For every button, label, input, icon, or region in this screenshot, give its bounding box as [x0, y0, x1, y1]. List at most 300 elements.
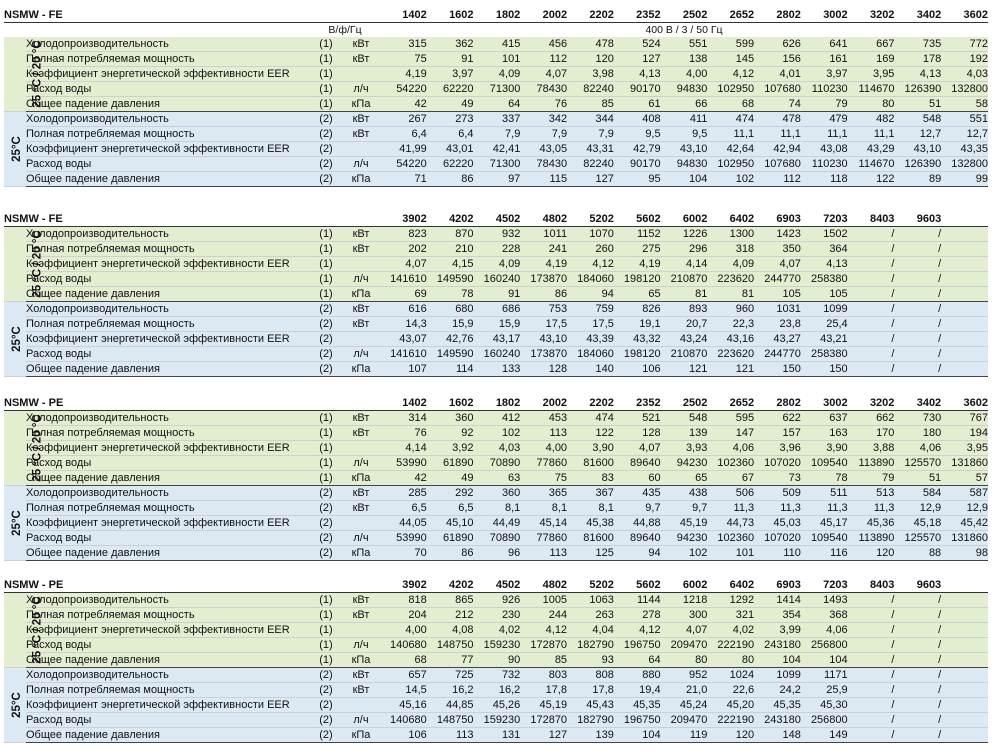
data-cell: 45,26: [474, 698, 521, 713]
condition-cooling-2: 25°C: [10, 510, 23, 536]
row-unit: кВт: [342, 112, 380, 127]
data-cell: /: [894, 713, 941, 728]
data-cell: 4,19: [520, 257, 567, 272]
row-unit: кВт: [342, 317, 380, 332]
data-cell: 453: [520, 411, 567, 426]
data-cell: /: [848, 593, 895, 608]
data-cell: 78430: [520, 157, 567, 172]
data-cell: 43,05: [520, 142, 567, 157]
data-cell: 667: [848, 37, 895, 52]
data-cell: 194: [941, 426, 988, 441]
data-cell: 228: [474, 242, 521, 257]
data-cell: 1414: [754, 593, 801, 608]
data-cell: 44,05: [380, 516, 427, 531]
data-cell: 92: [427, 426, 474, 441]
table-row: [4, 112, 988, 127]
data-cell: 42,64: [707, 142, 754, 157]
data-cell: 125: [567, 546, 614, 561]
row-mode: (2): [310, 127, 342, 142]
data-cell: [941, 608, 988, 623]
data-cell: /: [848, 638, 895, 653]
model-number: 9603: [894, 578, 941, 593]
row-unit: л/ч: [342, 531, 380, 546]
data-cell: 506: [707, 486, 754, 501]
table-row: [4, 97, 988, 112]
model-number: 2352: [614, 8, 661, 23]
data-cell: 11,3: [754, 501, 801, 516]
data-cell: /: [894, 317, 941, 332]
data-cell: 42,94: [754, 142, 801, 157]
data-cell: 169: [848, 52, 895, 67]
data-cell: 772: [941, 37, 988, 52]
data-cell: 415: [474, 37, 521, 52]
table-row: [4, 683, 988, 698]
data-cell: 6,5: [427, 501, 474, 516]
row-label: Коэффициент энергетической эффективности EER: [26, 67, 310, 82]
data-cell: 159230: [474, 713, 521, 728]
model-number: 2202: [567, 8, 614, 23]
data-cell: 4,09: [474, 67, 521, 82]
data-cell: 23,8: [754, 317, 801, 332]
table-row: [4, 623, 988, 638]
data-cell: 61890: [427, 456, 474, 471]
data-cell: 273: [427, 112, 474, 127]
data-cell: 45,03: [754, 516, 801, 531]
data-cell: 79: [848, 471, 895, 486]
data-cell: 45,18: [894, 516, 941, 531]
row-unit: кВт: [342, 242, 380, 257]
data-cell: 126390: [894, 82, 941, 97]
row-label: Холодопроизводительность: [26, 593, 310, 608]
data-cell: 243180: [754, 713, 801, 728]
data-cell: 45,24: [661, 698, 708, 713]
row-unit: кВт: [342, 426, 380, 441]
data-cell: 44,73: [707, 516, 754, 531]
data-cell: 80: [707, 653, 754, 668]
table-row: [4, 67, 988, 82]
data-cell: 90: [474, 653, 521, 668]
data-cell: 66: [661, 97, 708, 112]
data-cell: 204: [380, 608, 427, 623]
header-blank: [310, 396, 342, 411]
data-cell: /: [848, 362, 895, 377]
power-supply-header: В/ф/Гц: [328, 24, 362, 36]
data-cell: 4,00: [380, 623, 427, 638]
data-cell: 41,99: [380, 142, 427, 157]
condition-cooling-1: 25 °C / 20 °C: [31, 230, 44, 298]
table-row: [4, 471, 988, 486]
data-cell: 595: [707, 411, 754, 426]
data-cell: 51: [894, 471, 941, 486]
table-row: [4, 546, 988, 561]
row-mode: (1): [310, 37, 342, 52]
data-cell: 170: [848, 426, 895, 441]
row-label: Расход воды: [26, 157, 310, 172]
data-cell: 65: [661, 471, 708, 486]
table-row: [4, 456, 988, 471]
data-cell: 1011: [520, 227, 567, 242]
header-blank: [310, 212, 342, 227]
row-mode: (2): [310, 347, 342, 362]
data-cell: 408: [614, 112, 661, 127]
model-number: 7203: [801, 578, 848, 593]
data-cell: 548: [661, 411, 708, 426]
model-number: 1802: [474, 8, 521, 23]
data-cell: 109540: [801, 456, 848, 471]
condition-label: [4, 112, 26, 187]
data-cell: 1152: [614, 227, 661, 242]
data-cell: 210870: [661, 272, 708, 287]
data-cell: 114670: [848, 82, 895, 97]
data-cell: 222190: [707, 713, 754, 728]
data-cell: 65: [614, 287, 661, 302]
data-cell: 49: [427, 97, 474, 112]
model-number: 2802: [754, 396, 801, 411]
data-cell: 42,79: [614, 142, 661, 157]
model-number: 2352: [614, 396, 661, 411]
row-label: Коэффициент энергетической эффективности EER: [26, 516, 310, 531]
data-cell: 115: [520, 172, 567, 187]
data-cell: /: [894, 638, 941, 653]
row-unit: [342, 441, 380, 456]
data-cell: 148750: [427, 638, 474, 653]
data-cell: 90170: [614, 157, 661, 172]
data-cell: 25,9: [801, 683, 848, 698]
data-cell: [941, 668, 988, 683]
data-cell: 1292: [707, 593, 754, 608]
data-cell: 1226: [661, 227, 708, 242]
data-cell: /: [848, 242, 895, 257]
data-cell: 368: [801, 608, 848, 623]
model-number: [941, 212, 988, 227]
data-cell: 102: [474, 426, 521, 441]
data-cell: 870: [427, 227, 474, 242]
data-cell: 94: [614, 546, 661, 561]
data-cell: 132800: [941, 82, 988, 97]
row-mode: (2): [310, 683, 342, 698]
data-cell: 109540: [801, 531, 848, 546]
data-cell: 4,15: [427, 257, 474, 272]
data-cell: 16,2: [474, 683, 521, 698]
data-cell: 70: [380, 546, 427, 561]
data-cell: 212: [427, 608, 474, 623]
row-mode: (1): [310, 593, 342, 608]
data-cell: 145: [707, 52, 754, 67]
data-cell: 93: [567, 653, 614, 668]
block-title: NSMW - FE: [4, 212, 310, 227]
model-number: 7203: [801, 212, 848, 227]
data-cell: 893: [661, 302, 708, 317]
data-cell: 43,35: [941, 142, 988, 157]
data-cell: 22,6: [707, 683, 754, 698]
data-cell: 300: [661, 608, 708, 623]
row-unit: кВт: [342, 683, 380, 698]
data-cell: 657: [380, 668, 427, 683]
data-cell: 107020: [754, 456, 801, 471]
model-number: 3902: [380, 212, 427, 227]
table-row: [4, 317, 988, 332]
row-label: Общее падение давления: [26, 362, 310, 377]
data-cell: 4,07: [614, 441, 661, 456]
model-number: 6402: [707, 212, 754, 227]
data-cell: 98: [941, 546, 988, 561]
data-cell: 182790: [567, 638, 614, 653]
data-cell: [941, 272, 988, 287]
data-cell: 587: [941, 486, 988, 501]
data-cell: 354: [754, 608, 801, 623]
data-cell: /: [894, 668, 941, 683]
row-mode: (2): [310, 713, 342, 728]
row-unit: кПа: [342, 728, 380, 743]
model-number: 6903: [754, 578, 801, 593]
data-cell: 149: [801, 728, 848, 743]
model-header-row: [4, 396, 988, 411]
model-header-row: [4, 8, 988, 23]
data-cell: 173870: [520, 347, 567, 362]
data-cell: 230: [474, 608, 521, 623]
condition-label: [4, 302, 26, 377]
data-cell: 94230: [661, 456, 708, 471]
data-cell: 3,95: [941, 441, 988, 456]
data-cell: 140: [567, 362, 614, 377]
data-cell: 12,7: [894, 127, 941, 142]
data-cell: 521: [614, 411, 661, 426]
data-cell: 51: [894, 97, 941, 112]
model-number: 3202: [848, 396, 895, 411]
data-cell: 61: [614, 97, 661, 112]
data-cell: 178: [894, 52, 941, 67]
data-cell: 172870: [520, 638, 567, 653]
model-number: 2002: [520, 8, 567, 23]
data-cell: 15,9: [427, 317, 474, 332]
row-label: Расход воды: [26, 713, 310, 728]
data-cell: 131860: [941, 456, 988, 471]
table-row: [4, 486, 988, 501]
data-cell: 45,17: [801, 516, 848, 531]
row-label: Общее падение давления: [26, 97, 310, 112]
data-cell: 85: [520, 653, 567, 668]
row-label: Коэффициент энергетической эффективности EER: [26, 257, 310, 272]
data-cell: 126390: [894, 157, 941, 172]
data-cell: /: [848, 653, 895, 668]
data-cell: 45,36: [848, 516, 895, 531]
table-row: [4, 242, 988, 257]
data-cell: 9,5: [661, 127, 708, 142]
data-cell: 12,7: [941, 127, 988, 142]
data-cell: 823: [380, 227, 427, 242]
row-unit: кПа: [342, 653, 380, 668]
data-cell: 4,01: [754, 67, 801, 82]
row-mode: (2): [310, 486, 342, 501]
data-cell: 3,97: [427, 67, 474, 82]
data-cell: [941, 683, 988, 698]
row-label: Полная потребляемая мощность: [26, 683, 310, 698]
row-unit: кПа: [342, 97, 380, 112]
condition-cooling-2: 25°C: [10, 136, 23, 162]
row-unit: [342, 332, 380, 347]
row-label: Общее падение давления: [26, 728, 310, 743]
data-cell: 8,1: [474, 501, 521, 516]
condition-label: [4, 668, 26, 743]
data-cell: [941, 347, 988, 362]
table-row: [4, 227, 988, 242]
data-cell: 192: [941, 52, 988, 67]
condition-label: [4, 486, 26, 561]
data-cell: 11,3: [707, 501, 754, 516]
data-cell: /: [848, 257, 895, 272]
data-cell: 102360: [707, 456, 754, 471]
condition-cooling-1: 25 °C / 20 °C: [31, 40, 44, 108]
header-blank: [342, 578, 380, 593]
data-cell: 140680: [380, 713, 427, 728]
data-cell: 344: [567, 112, 614, 127]
row-mode: (1): [310, 411, 342, 426]
table-row: [4, 257, 988, 272]
header-blank: [342, 212, 380, 227]
data-cell: 42,41: [474, 142, 521, 157]
data-cell: 157: [754, 426, 801, 441]
data-cell: 210870: [661, 347, 708, 362]
data-cell: 808: [567, 668, 614, 683]
model-number: 2202: [567, 396, 614, 411]
row-mode: (2): [310, 172, 342, 187]
data-cell: 43,10: [894, 142, 941, 157]
data-cell: 62220: [427, 157, 474, 172]
condition-label: [4, 227, 44, 302]
model-number: 5202: [567, 578, 614, 593]
block-title: NSMW - PE: [4, 578, 310, 593]
table-row: [4, 426, 988, 441]
row-unit: [342, 516, 380, 531]
data-cell: /: [894, 257, 941, 272]
blank: [4, 23, 310, 38]
row-mode: (2): [310, 302, 342, 317]
data-cell: /: [894, 362, 941, 377]
data-cell: 43,10: [520, 332, 567, 347]
row-unit: кВт: [342, 501, 380, 516]
data-cell: 78: [427, 287, 474, 302]
data-cell: 150: [801, 362, 848, 377]
row-unit: л/ч: [342, 157, 380, 172]
data-cell: 141610: [380, 272, 427, 287]
data-cell: 4,07: [380, 257, 427, 272]
data-cell: 61890: [427, 531, 474, 546]
block-title: NSMW - PE: [4, 396, 310, 411]
data-cell: 926: [474, 593, 521, 608]
data-cell: 42: [380, 471, 427, 486]
data-cell: 753: [520, 302, 567, 317]
data-cell: 7,9: [520, 127, 567, 142]
data-cell: 275: [614, 242, 661, 257]
data-cell: /: [848, 272, 895, 287]
data-cell: 60: [614, 471, 661, 486]
row-unit: л/ч: [342, 347, 380, 362]
data-cell: 551: [661, 37, 708, 52]
data-cell: /: [848, 623, 895, 638]
data-cell: 95: [614, 172, 661, 187]
data-cell: 241: [520, 242, 567, 257]
data-cell: 68: [707, 97, 754, 112]
data-cell: 209470: [661, 713, 708, 728]
data-cell: 94830: [661, 82, 708, 97]
data-cell: 104: [801, 653, 848, 668]
data-cell: 1024: [707, 668, 754, 683]
model-number: 2802: [754, 8, 801, 23]
row-label: Общее падение давления: [26, 546, 310, 561]
data-cell: 735: [894, 37, 941, 52]
data-cell: 121: [707, 362, 754, 377]
data-cell: 4,06: [894, 441, 941, 456]
data-cell: 43,01: [427, 142, 474, 157]
row-mode: (1): [310, 471, 342, 486]
data-cell: 149590: [427, 272, 474, 287]
row-mode: (2): [310, 142, 342, 157]
row-label: Расход воды: [26, 82, 310, 97]
data-cell: 78430: [520, 82, 567, 97]
data-cell: 243180: [754, 638, 801, 653]
data-cell: 81600: [567, 531, 614, 546]
row-mode: (1): [310, 653, 342, 668]
data-cell: 127: [614, 52, 661, 67]
row-unit: [342, 698, 380, 713]
row-unit: л/ч: [342, 713, 380, 728]
data-cell: 118: [801, 172, 848, 187]
data-cell: 438: [661, 486, 708, 501]
data-cell: 81600: [567, 456, 614, 471]
data-cell: 244: [520, 608, 567, 623]
data-cell: 479: [801, 112, 848, 127]
data-cell: 45,30: [801, 698, 848, 713]
data-cell: 256800: [801, 713, 848, 728]
data-cell: 89: [894, 172, 941, 187]
data-cell: 104: [754, 653, 801, 668]
data-cell: [941, 332, 988, 347]
table-row: [4, 441, 988, 456]
data-cell: 932: [474, 227, 521, 242]
data-cell: 86: [520, 287, 567, 302]
table-row: [4, 52, 988, 67]
data-cell: 106: [380, 728, 427, 743]
row-label: Коэффициент энергетической эффективности EER: [26, 698, 310, 713]
data-cell: 360: [474, 486, 521, 501]
data-cell: 4,04: [567, 623, 614, 638]
row-label: Холодопроизводительность: [26, 302, 310, 317]
row-mode: (1): [310, 456, 342, 471]
row-label: Полная потребляемая мощность: [26, 317, 310, 332]
table-row: [4, 411, 988, 426]
row-label: Коэффициент энергетической эффективности EER: [26, 441, 310, 456]
data-cell: 17,5: [567, 317, 614, 332]
data-cell: 120: [567, 52, 614, 67]
header-blank: [310, 8, 342, 23]
data-cell: 102: [661, 546, 708, 561]
row-mode: (1): [310, 623, 342, 638]
data-cell: 196750: [614, 713, 661, 728]
data-cell: 20,7: [661, 317, 708, 332]
data-cell: 1493: [801, 593, 848, 608]
data-cell: 3,88: [848, 441, 895, 456]
row-label: Расход воды: [26, 347, 310, 362]
data-cell: 17,5: [520, 317, 567, 332]
data-cell: 94: [567, 287, 614, 302]
data-cell: [941, 302, 988, 317]
data-cell: 131: [474, 728, 521, 743]
data-cell: 244770: [754, 347, 801, 362]
table-row: [4, 157, 988, 172]
data-cell: 69: [380, 287, 427, 302]
data-cell: 89640: [614, 456, 661, 471]
data-cell: 818: [380, 593, 427, 608]
